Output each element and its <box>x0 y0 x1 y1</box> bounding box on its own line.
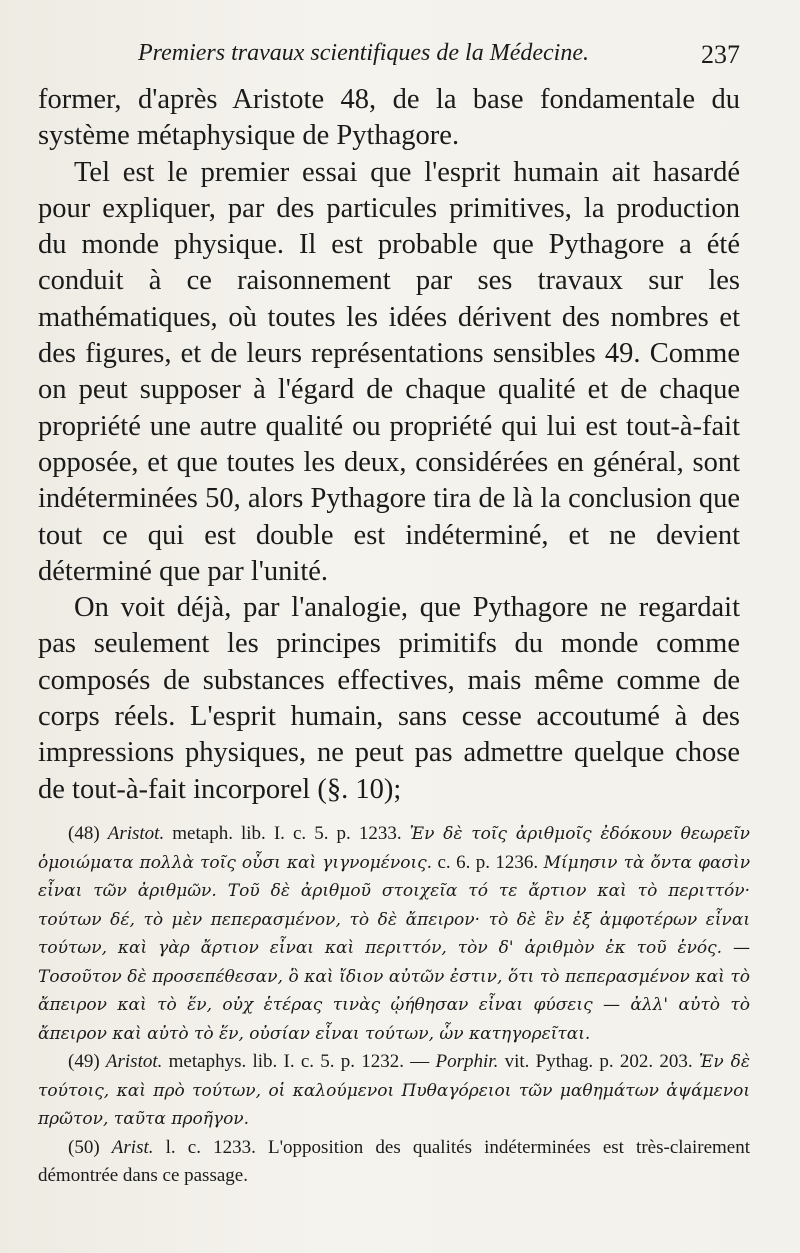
footnote-mark: (49) <box>68 1051 100 1072</box>
chapter-title: Premiers travaux scientifiques de la Médecine. <box>138 40 589 66</box>
greek-quote: Ἐν δὲ τοῖς ἀριθμοῖς ἐδόκουν θεωρεῖν ὁμοιώματα πολλὰ τοῖς οὖσι καὶ γιγνομένοις. <box>38 824 751 873</box>
footnote-ref: c. 6. p. 1236. <box>437 851 539 873</box>
footnote-author: Arist. <box>111 1136 154 1158</box>
main-text <box>38 82 740 808</box>
footnote-author: Porphir. <box>435 1051 499 1072</box>
footnote-author: Aristot. <box>107 823 165 844</box>
footnotes <box>38 820 750 1191</box>
paragraph-1: former, d'après Aristote 48, de la base fondamentale du système métaphysique de Pythagore. <box>38 84 740 152</box>
greek-quote: Μίμησιν τὰ ὄντα φασὶν εἶναι τῶν ἀριθμῶν. Τοῦ δὲ ἀριθμοῦ στοιχεῖα τό τε ἄρτιον καὶ τὸ περιττόν· τούτων δέ, τὸ μὲν πεπερασμένον, τὸ δὲ ἄπειρον· τὸ δὲ ἓν ἐξ ἀμφοτέρων εἶναι τούτων, καὶ γὰρ ἄρτιον εἶναι καὶ περιττόν, τὸν δ' ἀριθμὸν ἐκ τοῦ ἑνός. — Τοσοῦτον δὲ προσεπέθεσαν, ὃ καὶ ἴδιον αὐτῶν ἐστιν, ὅτι τὸ πεπερασμένον καὶ τὸ ἄπειρον καὶ τὸ ἕν, οὐχ ἑτέρας τινὰς ᾠήθησαν εἶναι φύσεις — ἀλλ' αὐτὸ τὸ ἄπειρον καὶ αὐτὸ τὸ ἕν, οὐσίαν εἶναι τούτων, ὧν κατηγορεῖται. <box>38 852 751 1044</box>
footnote-mark: (48) <box>68 823 100 844</box>
footnote-mark: (50) <box>68 1136 100 1158</box>
footnote-ref: l. c. 1233. L'opposition des qualités indéterminées est très-clairement démontrée dans ce passage. <box>38 1136 750 1186</box>
footnote-49 <box>38 1048 750 1134</box>
running-head <box>138 40 740 67</box>
footnote-50 <box>38 1134 750 1191</box>
page-number: 237 <box>701 40 740 69</box>
footnote-author: Aristot. <box>105 1051 163 1072</box>
paragraph-3: On voit déjà, par l'analogie, que Pythagore ne regardait pas seulement les principes primitifs du monde comme composés de substances effectives, mais même comme de corps réels. L'esprit humain, sans cesse accoutumé à des impressions physiques, ne peut pas admettre quelque chose de tout-à-fait incorporel (§. 10); <box>38 592 740 805</box>
footnote-48 <box>38 820 750 1048</box>
footnote-ref: metaphys. lib. I. c. 5. p. 1232. — <box>168 1051 430 1072</box>
greek-quote: Ἐν δὲ τούτοις, καὶ πρὸ τούτων, οἱ καλούμενοι Πυθαγόρειοι τῶν μαθημάτων ἁψάμενοι πρῶτον, ταῦτα προῆγον. <box>38 1052 751 1129</box>
footnote-ref: vit. Pythag. p. 202. 203. <box>504 1051 693 1072</box>
footnote-ref: metaph. lib. I. c. 5. p. 1233. <box>172 823 402 844</box>
paragraph-2: Tel est le premier essai que l'esprit humain ait hasardé pour expliquer, par des particules primitives, la production du monde physique. Il est probable que Pythagore a été conduit à ce raisonnement par ses travaux sur les mathématiques, où toutes les idées dérivent des nombres et des figures, et de leurs représentations sensibles 49. Comme on peut supposer à l'égard de chaque qualité et de chaque propriété une autre qualité ou propriété qui lui est tout-à-fait opposée, et que toutes les deux, considérées en général, sont indéterminées 50, alors Pythagore tira de là la conclusion que tout ce qui est double est indéterminé, et ne devient déterminé que par l'unité. <box>38 156 740 587</box>
